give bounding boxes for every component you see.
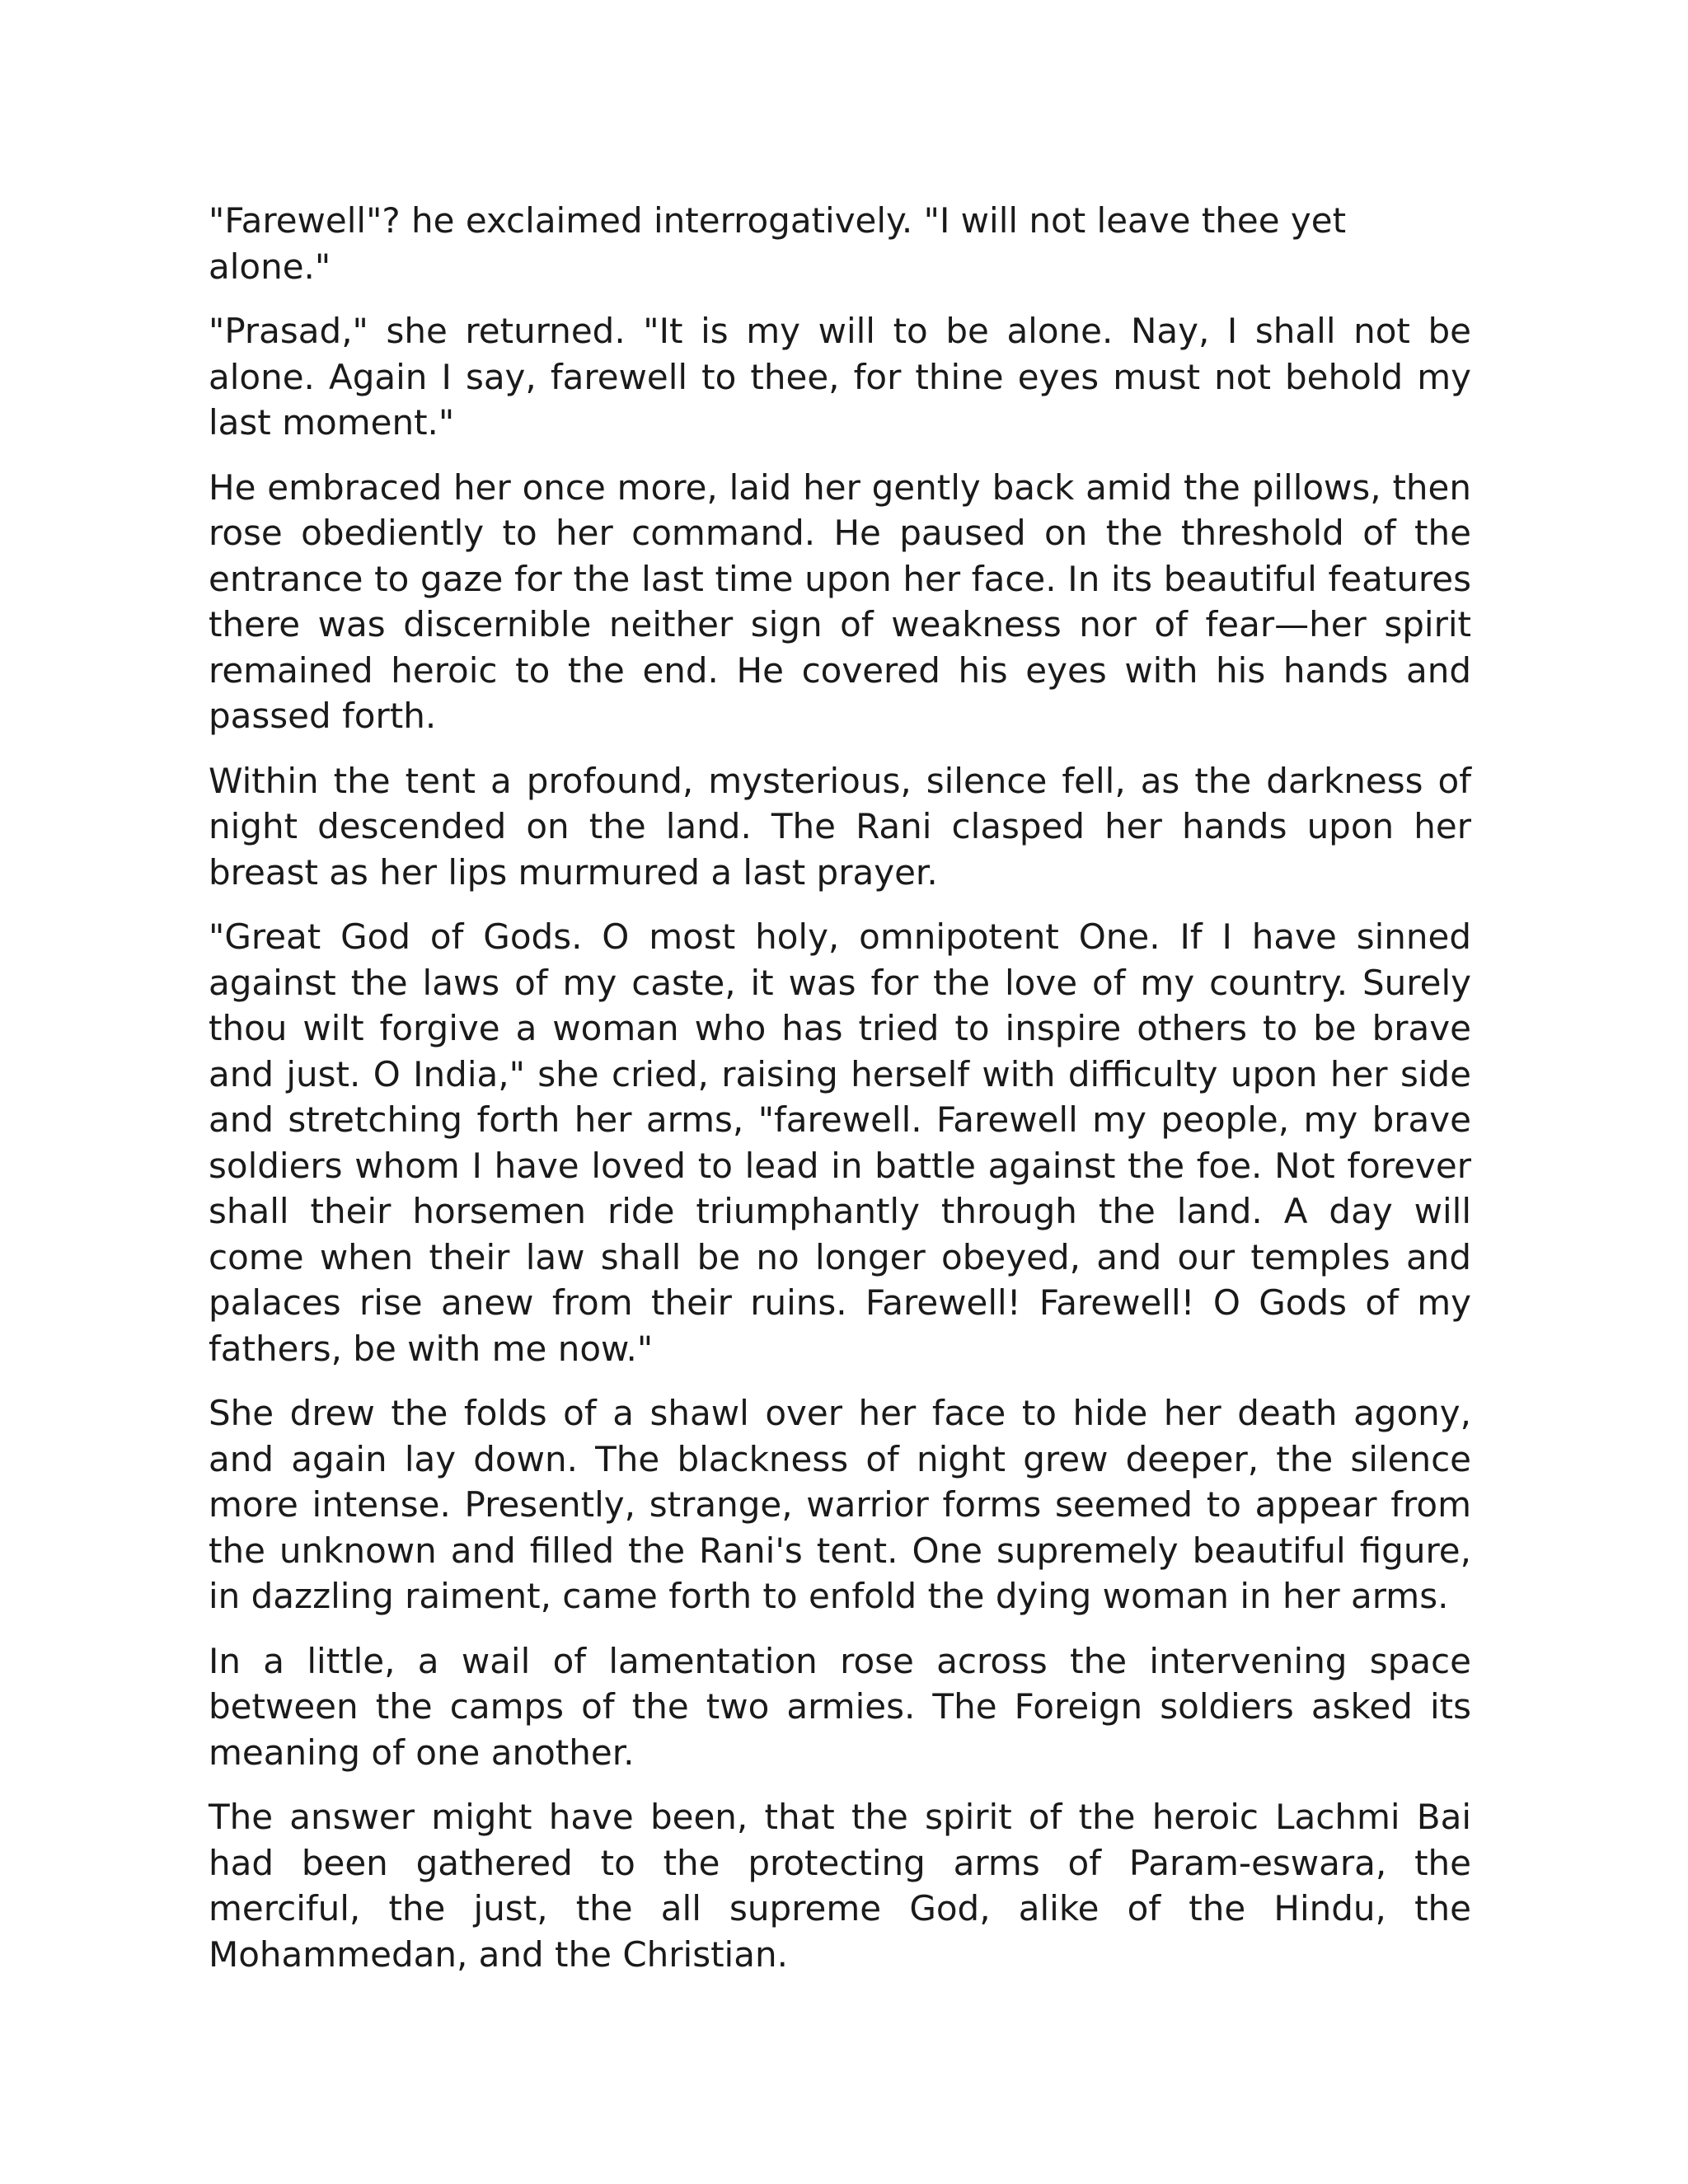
paragraph-1: "Farewell"? he exclaimed interrogatively. "I will not leave thee yet alone."	[209, 200, 1347, 287]
paragraph-7: In a little, a wail of lamentation rose across the intervening space between the camps of the two armies. The Foreign soldiers asked its meaning of one another.	[209, 1640, 1471, 1773]
document-page	[209, 198, 1471, 1996]
paragraph-4: Within the tent a profound, mysterious, silence fell, as the darkness of night descended on the land. The Rani clasped her hands upon her breast as her lips murmured a last prayer.	[209, 760, 1471, 893]
paragraph-5: "Great God of Gods. O most holy, omnipotent One. If I have sinned against the laws of my caste, it was for the love of my country. Surely thou wilt forgive a woman who has tried to inspire others to be brave and just. O India," she cried, raising herself with difficulty upon her side and stretching forth her arms, "farewell. Farewell my people, my brave soldiers whom I have loved to lead in battle against the foe. Not forever shall their horsemen ride triumphantly through the land. A day will come when their law shall be no longer obeyed, and our temples and palaces rise anew from their ruins. Farewell! Farewell! O Gods of my fathers, be with me now."	[209, 916, 1471, 1369]
paragraph-3: He embraced her once more, laid her gently back amid the pillows, then rose obediently to her command. He paused on the threshold of the entrance to gaze for the last time upon her face. In its beautiful features there was discernible neither sign of weakness nor of fear—her spirit remained heroic to the end. He covered his eyes with his hands and passed forth.	[209, 466, 1471, 736]
paragraph-6: She drew the folds of a shawl over her face to hide her death agony, and again lay down. The blackness of night grew deeper, the silence more intense. Presently, strange, warrior forms seemed to appear from the unknown and filled the Rani's tent. One supremely beautiful figure, in dazzling raiment, came forth to enfold the dying woman in her arms.	[209, 1393, 1471, 1616]
paragraph-8: The answer might have been, that the spirit of the heroic Lachmi Bai had been gathered to the protecting arms of Param-eswara, the merciful, the just, the all supreme God, alike of the Hindu, the Mohammedan, and the Christian.	[209, 1797, 1471, 1975]
paragraph-2: "Prasad," she returned. "It is my will to be alone. Nay, I shall not be alone. Again I say, farewell to thee, for thine eyes must not behold my last moment."	[209, 311, 1471, 443]
